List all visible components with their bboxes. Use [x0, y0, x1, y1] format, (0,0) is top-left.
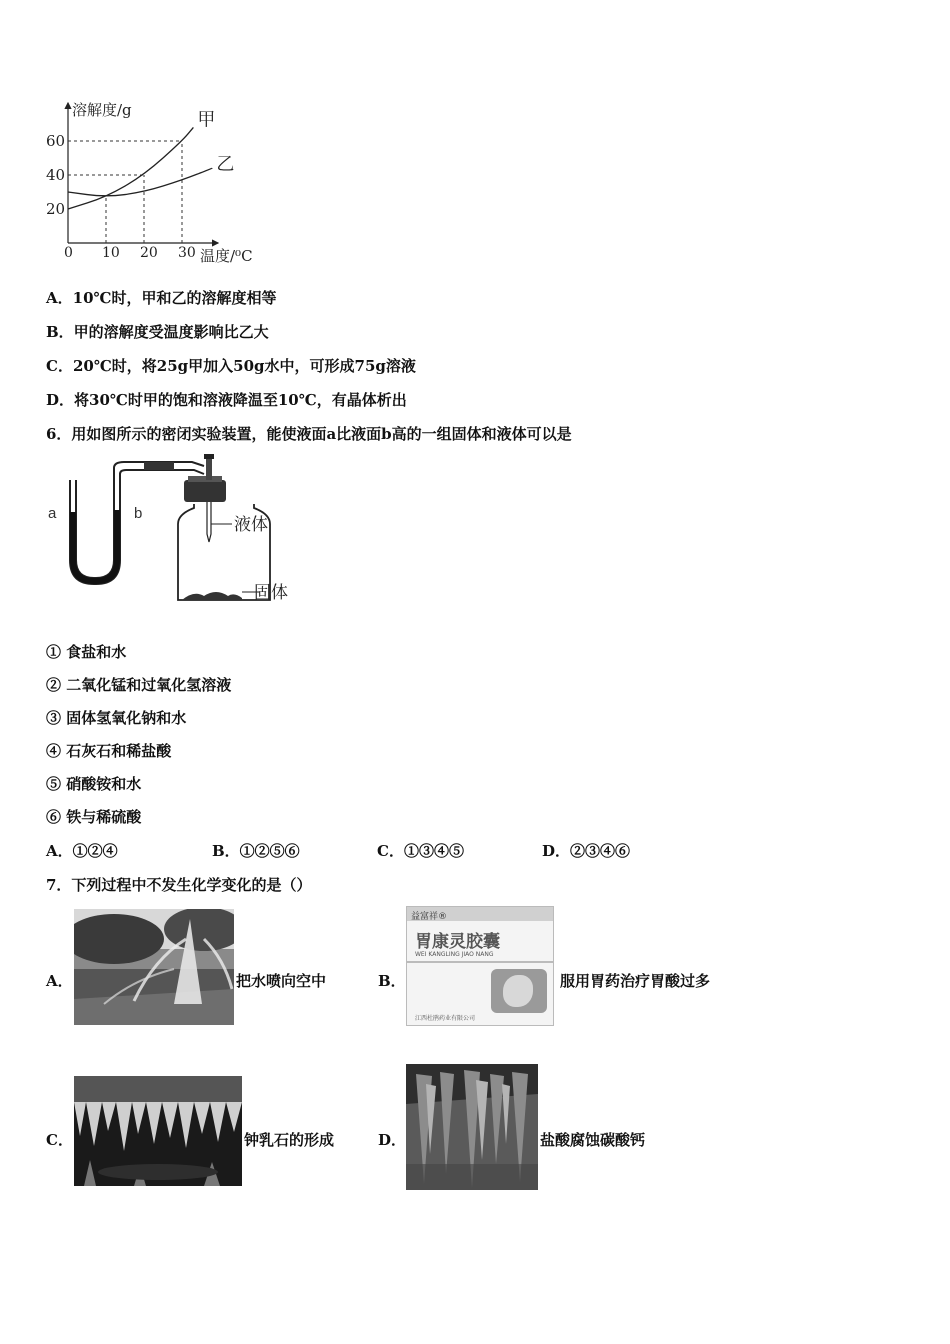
x-tick-label: 20: [140, 245, 158, 261]
label-solid: 固体: [254, 583, 288, 603]
x-tick-label: 0: [64, 245, 73, 261]
q6-item-1: ① 食盐和水: [46, 643, 127, 661]
box-maker: 江西杜鹃药业有限公司: [415, 1015, 476, 1022]
q5-option-c: C．20℃时，将25g甲加入50g水中，可形成75g溶液: [46, 357, 416, 375]
q7-option-c-caption: 钟乳石的形成: [244, 1131, 335, 1149]
q6-choice-d: D．②③④⑥: [542, 842, 631, 860]
medicine-box-photo: [406, 906, 554, 1026]
q7-option-a-caption: 把水喷向空中: [236, 972, 327, 990]
series-label-yi: 乙: [216, 154, 235, 176]
box-brand: 益富祥®: [411, 912, 448, 922]
x-tick-label: 30: [178, 245, 196, 261]
x-axis-label: 温度/⁰C: [200, 247, 253, 265]
u-tube-liquid: [70, 510, 120, 584]
q7-stem: 7．下列过程中不发生化学变化的是（）: [46, 876, 312, 894]
solubility-chart: [40, 95, 280, 275]
x-tick-label: 10: [102, 245, 120, 261]
box-pinyin: WEI KANGLING JIAO NANG: [415, 951, 494, 958]
q6-stem: 6．用如图所示的密闭实验装置，能使液面a比液面b高的一组固体和液体可以是: [46, 425, 572, 443]
y-axis-label: 溶解度/g: [72, 101, 132, 119]
label-liquid: 液体: [234, 515, 268, 535]
q6-item-6: ⑥ 铁与稀硫酸: [46, 808, 142, 826]
series-line-yi: [68, 168, 212, 196]
label-b: b: [134, 505, 143, 522]
solid-pile: [182, 592, 242, 600]
q7-option-d-letter: D．: [378, 1131, 407, 1149]
fountain-photo: [74, 909, 234, 1025]
q6-item-4: ④ 石灰石和稀盐酸: [46, 742, 172, 760]
q7-option-b-caption: 服用胃药治疗胃酸过多: [560, 972, 711, 990]
q6-item-3: ③ 固体氢氧化钠和水: [46, 709, 187, 727]
cave-rock-photo: [406, 1064, 538, 1190]
series-line-jia: [68, 127, 193, 209]
q7-option-c-letter: C．: [46, 1131, 73, 1149]
q5-option-a: A．10℃时，甲和乙的溶解度相等: [46, 289, 277, 307]
q7-option-d-caption: 盐酸腐蚀碳酸钙: [540, 1131, 646, 1149]
box-title: 胃康灵胶囊: [415, 932, 500, 952]
sealed-apparatus-figure: [44, 452, 314, 612]
y-tick-label: 40: [46, 166, 66, 184]
q6-choice-a: A．①②④: [46, 842, 118, 860]
q6-choice-b: B．①②⑤⑥: [212, 842, 300, 860]
q6-item-5: ⑤ 硝酸铵和水: [46, 775, 142, 793]
y-tick-label: 60: [46, 132, 66, 150]
q7-option-a-letter: A．: [46, 972, 73, 990]
q6-item-2: ② 二氧化锰和过氧化氢溶液: [46, 676, 232, 694]
q7-option-b-letter: B．: [378, 972, 406, 990]
q5-option-b: B．甲的溶解度受温度影响比乙大: [46, 323, 269, 341]
q5-option-d: D．将30℃时甲的饱和溶液降温至10℃，有晶体析出: [46, 391, 407, 409]
series-label-jia: 甲: [197, 109, 216, 131]
label-a: a: [48, 505, 57, 522]
q6-choice-c: C．①③④⑤: [377, 842, 464, 860]
y-tick-label: 20: [46, 200, 66, 218]
stalactite-photo: [74, 1076, 242, 1186]
